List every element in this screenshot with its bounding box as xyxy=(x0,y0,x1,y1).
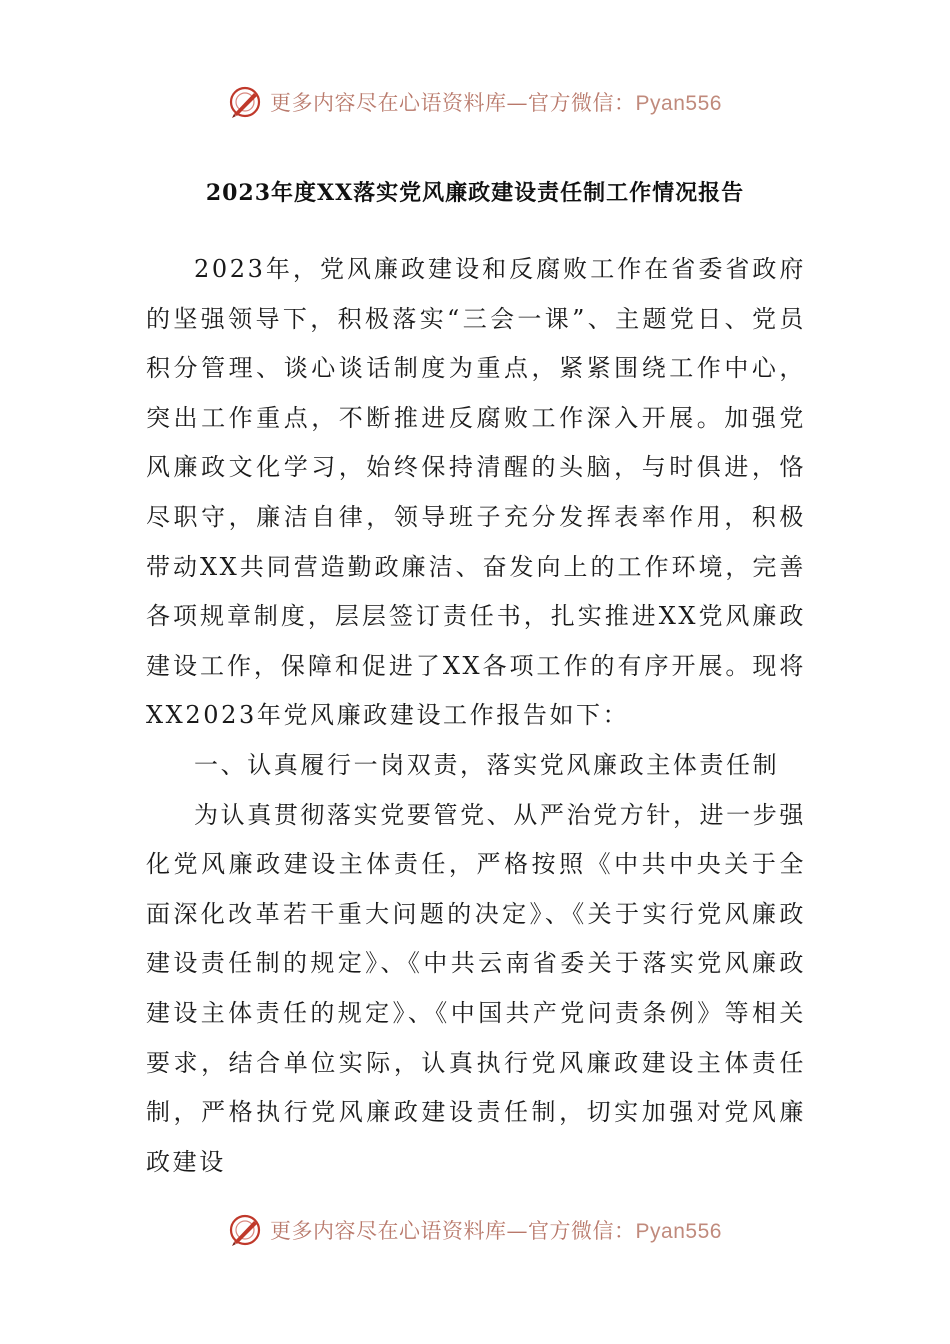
watermark-wechat-id: Pyan556 xyxy=(635,1220,722,1243)
watermark-text xyxy=(270,87,722,117)
paragraph: 2023年，党风廉政建设和反腐败工作在省委省政府的坚强领导下，积极落实“三会一课”、主题党日、党员积分管理、谈心谈话制度为重点，紧紧围绕工作中心，突出工作重点，不断推进反腐败工作深入开展。加强党风廉政文化学习，始终保持清醒的头脑，与时俱进，恪尽职守，廉洁自律，领导班子充分发挥表率作用，积极带动XX共同营造勤政廉洁、奋发向上的工作环境，完善各项规章制度，层层签订责任书，扎实推进XX党风廉政建设工作，保障和促进了XX各项工作的有序开展。现将XX2023年党风廉政建设工作报告如下： xyxy=(146,255,806,730)
header-watermark xyxy=(0,80,950,124)
section-heading: 一、认真履行一岗双责，落实党风廉政主体责任制 xyxy=(194,750,780,779)
watermark-text xyxy=(270,1215,722,1245)
pen-logo-icon xyxy=(228,1213,262,1247)
watermark-wechat-id: Pyan556 xyxy=(635,92,722,115)
watermark-main: 更多内容尽在心语资料库—官方微信： xyxy=(270,91,636,115)
document-body xyxy=(146,245,806,1187)
watermark-main: 更多内容尽在心语资料库—官方微信： xyxy=(270,1219,636,1243)
paragraph: 为认真贯彻落实党要管党、从严治党方针，进一步强化党风廉政建设主体责任，严格按照《中共中央关于全面深化改革若干重大问题的决定》、《关于实行党风廉政建设责任制的规定》、《中共云南省委关于落实党风廉政建设主体责任的规定》、《中国共产党问责条例》等相关要求，结合单位实际，认真执行党风廉政建设主体责任制，严格执行党风廉政建设责任制，切实加强对党风廉政建设 xyxy=(146,800,806,1176)
pen-logo-icon xyxy=(228,85,262,119)
footer-watermark xyxy=(0,1208,950,1252)
document-title: 2023年度XX落实党风廉政建设责任制工作情况报告 xyxy=(205,180,745,206)
